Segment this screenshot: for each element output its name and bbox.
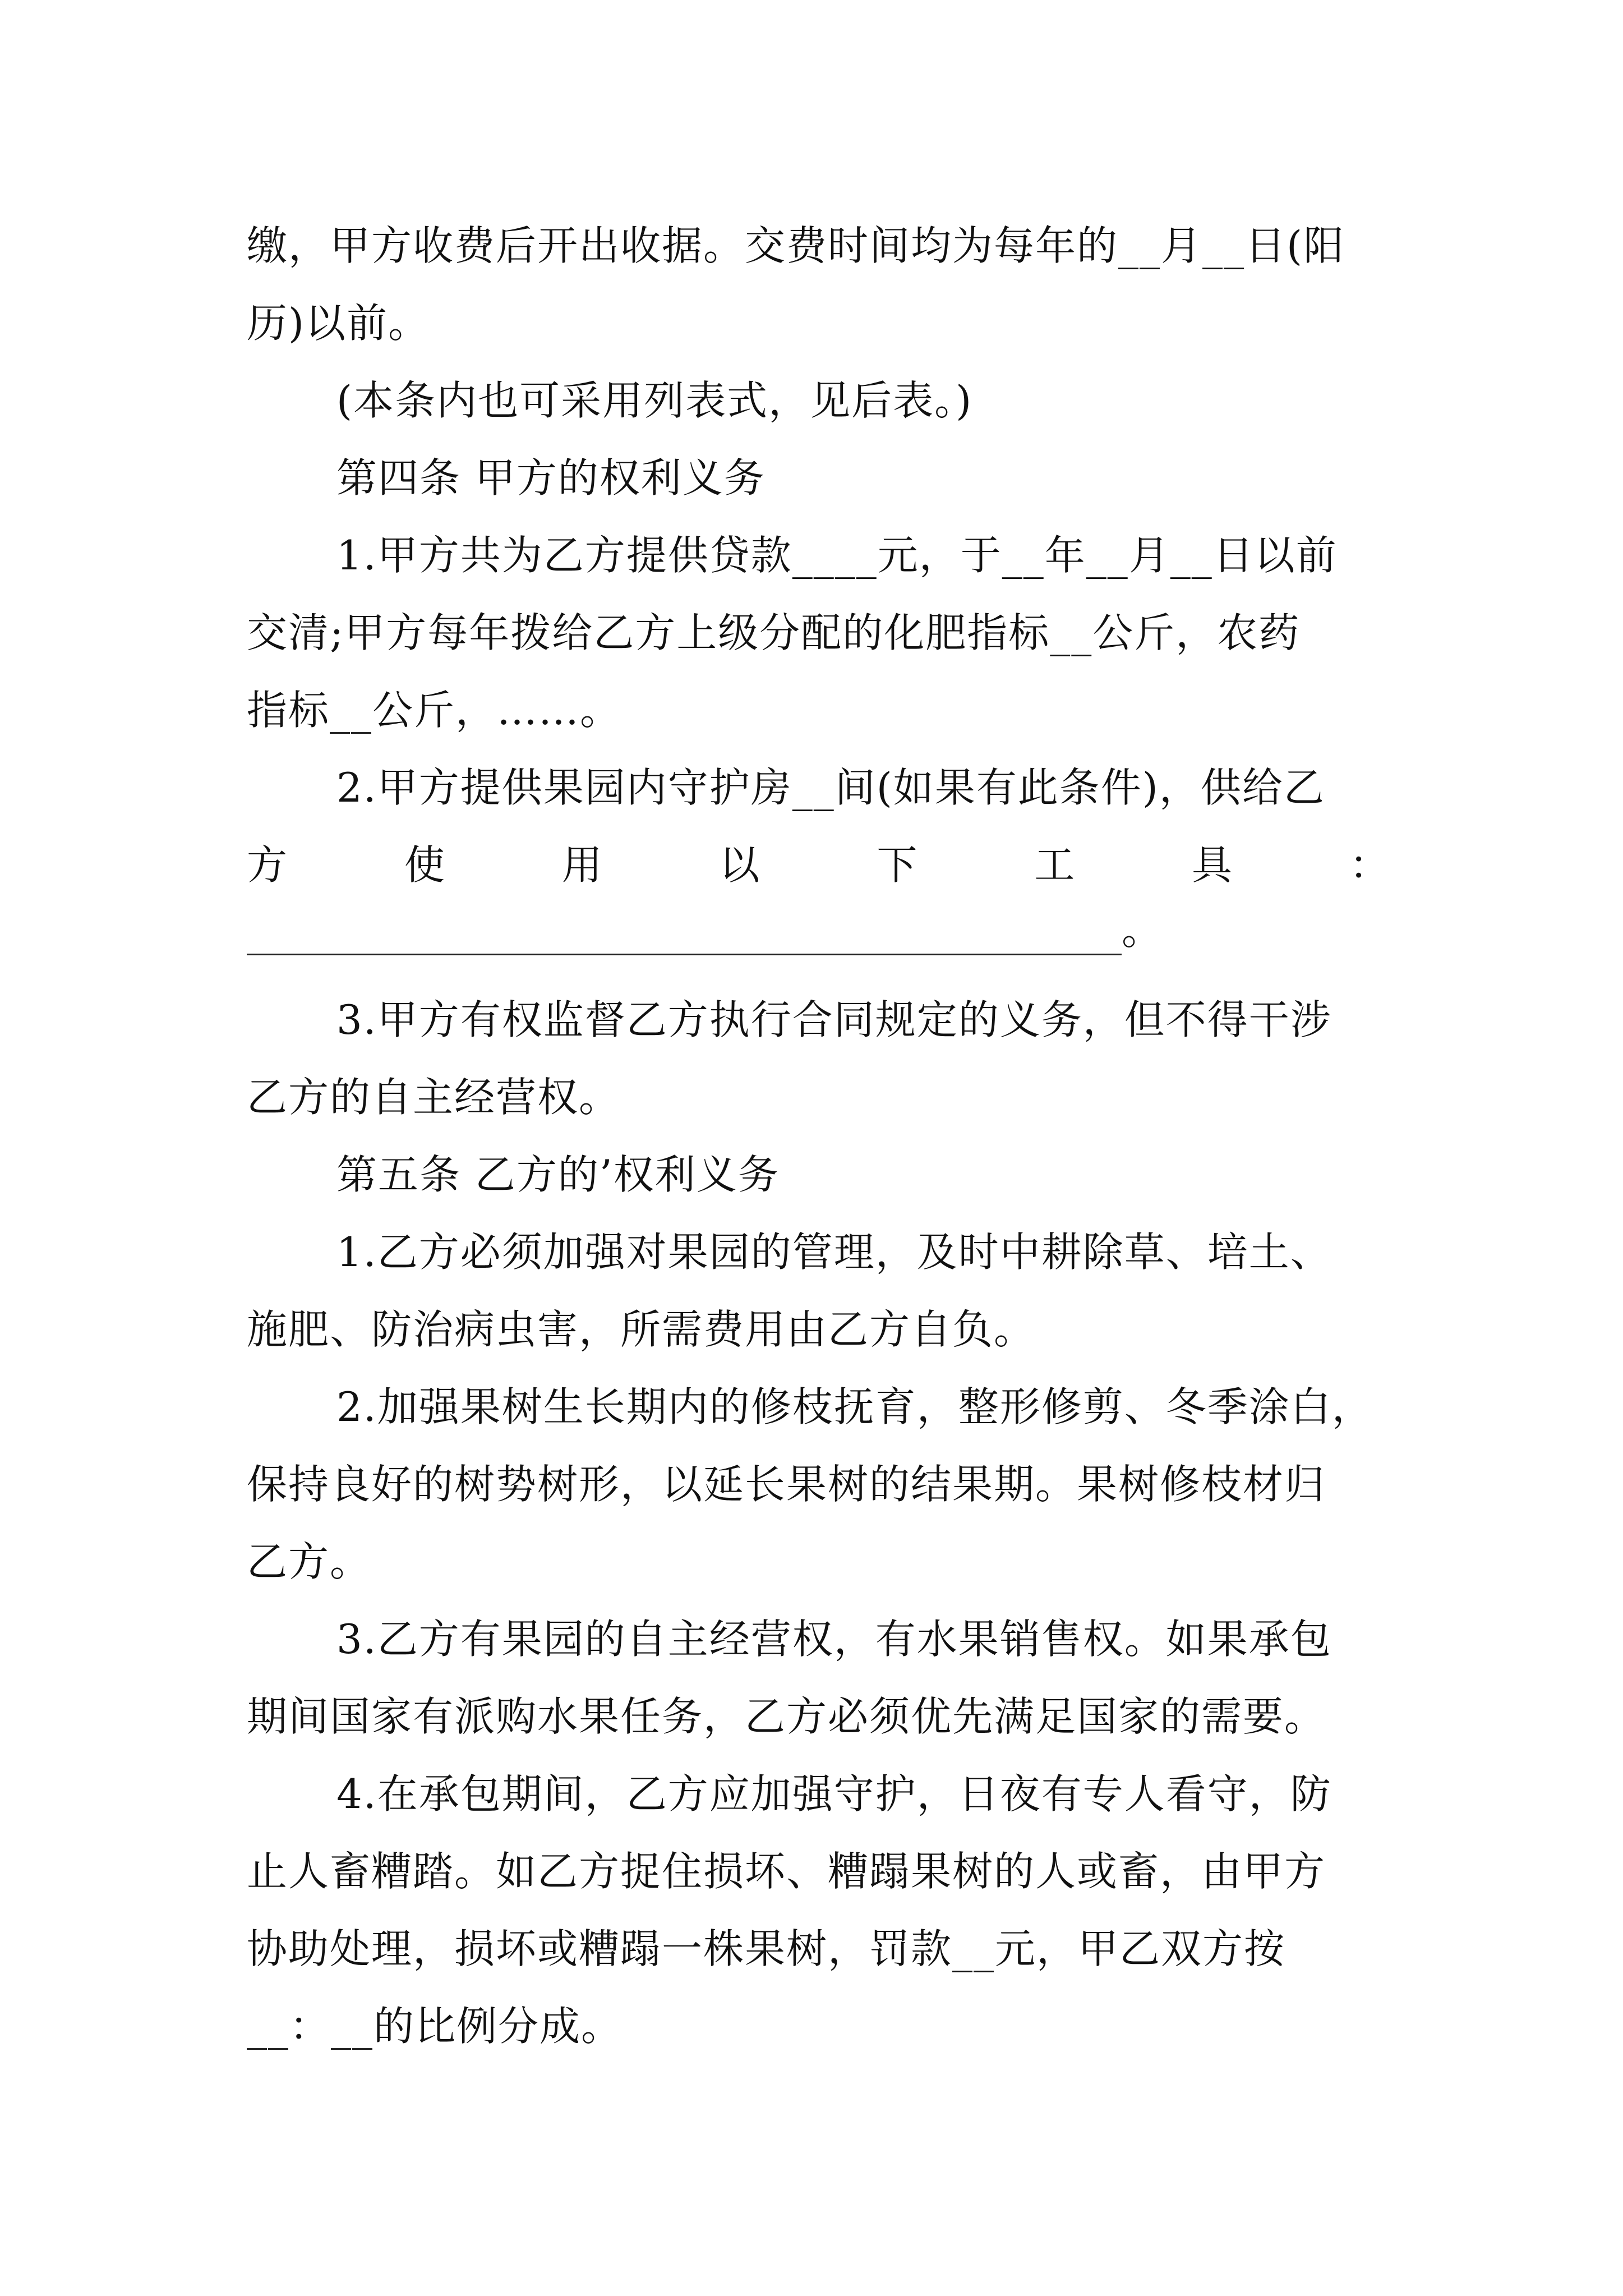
article-5-item-3-line-1: 3.乙方有果园的自主经营权，有水果销售权。如果承包	[336, 1616, 1332, 1663]
blank-fill-line	[247, 954, 1122, 955]
spread-char: 以	[719, 841, 761, 889]
article-4-item-2-line-1: 2.甲方提供果园内守护房__间(如果有此条件)，供给乙	[336, 764, 1325, 811]
spread-char: 下	[877, 841, 919, 889]
article-5-heading: 第五条 乙方的’权利义务	[336, 1151, 780, 1198]
article-4-heading: 第四条 甲方的权利义务	[336, 454, 766, 501]
article-5-item-1-line-2: 施肥、防治病虫害，所需费用由乙方自负。	[247, 1306, 1036, 1353]
article-5-item-2-line-3: 乙方。	[247, 1538, 372, 1585]
article-5-item-4-line-2: 止人畜糟踏。如乙方捉住损坏、糟蹋果树的人或畜，由甲方	[247, 1848, 1326, 1895]
blank-line-period: 。	[1122, 907, 1164, 954]
paragraph-fee-line-2: 历)以前。	[247, 300, 430, 347]
article-4-item-2-line-2	[247, 838, 1391, 892]
article-5-item-4-line-4: __：__的比例分成。	[247, 2003, 623, 2050]
spread-char: 工	[1034, 841, 1076, 889]
spread-char: 用	[561, 841, 603, 889]
article-5-item-1-line-1: 1.乙方必须加强对果园的管理，及时中耕除草、培土、	[336, 1228, 1332, 1276]
article-4-item-1-line-3: 指标__公斤，……。	[247, 687, 622, 734]
article-5-item-4-line-3: 协助处理，损坏或糟蹋一株果树，罚款__元，甲乙双方按	[247, 1925, 1286, 1972]
spread-char: 方	[247, 841, 289, 889]
article-4-item-3-line-2: 乙方的自主经营权。	[247, 1074, 621, 1121]
paragraph-fee-line-1: 缴，甲方收费后开出收据。交费时间均为每年的__月__日(阳	[247, 222, 1345, 269]
spread-char: ：	[1349, 841, 1391, 889]
article-5-item-2-line-1: 2.加强果树生长期内的修枝抚育，整形修剪、冬季涂白，	[336, 1383, 1373, 1430]
article-5-item-3-line-2: 期间国家有派购水果任务，乙方必须优先满足国家的需要。	[247, 1693, 1326, 1740]
article-5-item-4-line-1: 4.在承包期间，乙方应加强守护，日夜有专人看守，防	[336, 1770, 1332, 1818]
spread-char: 具	[1192, 841, 1234, 889]
spread-text-line	[247, 838, 1391, 892]
article-5-item-2-line-2: 保持良好的树势树形，以延长果树的结果期。果树修枝材归	[247, 1461, 1326, 1508]
article-4-item-3-line-1: 3.甲方有权监督乙方执行合同规定的义务，但不得干涉	[336, 996, 1332, 1043]
spread-char: 使	[404, 841, 446, 889]
paragraph-table-note: (本条内也可采用列表式，见后表。)	[336, 377, 973, 424]
article-4-item-1-line-1: 1.甲方共为乙方提供贷款____元，于__年__月__日以前	[336, 532, 1338, 579]
article-4-item-1-line-2: 交清;甲方每年拨给乙方上级分配的化肥指标__公斤，农药	[247, 609, 1301, 656]
